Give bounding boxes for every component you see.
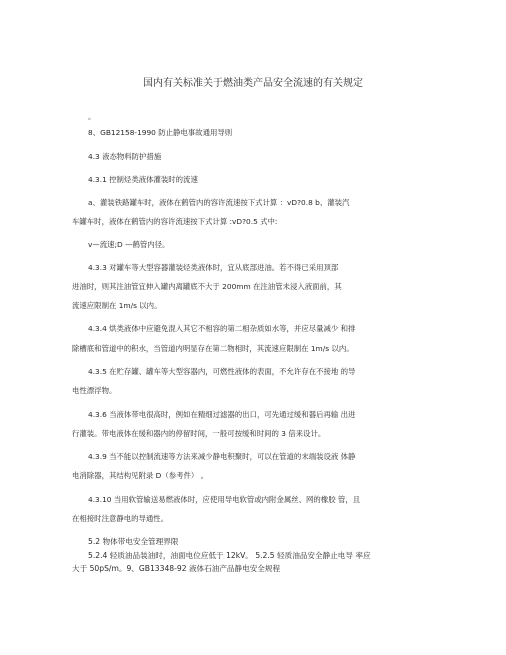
text-line: 进油时，则其注油管宜伸入罐内离罐底不大于 200mm 在注油管未浸入液面前，其 xyxy=(72,282,342,291)
text-line: 流速应限制在 1m/s 以内。 xyxy=(72,301,162,310)
text-line: 4.3.4 烘类液体中应避免混入其它不相容的第二相杂质如水等，并应尽量减少 和排 xyxy=(88,324,356,333)
text-line: 。 xyxy=(88,112,96,121)
text-line: 4.3.9 当不能以控制流速等方法来减少静电积聚时，可以在管道的末端装设液 体静 xyxy=(88,452,356,461)
text-line: 8、GB12158-1990 防止静电事故通用导则 xyxy=(88,128,233,137)
text-line: 4.3.6 当液体带电很高时，例如在精细过滤器的出口，可先通过缓和器后再输 出进 xyxy=(88,410,356,419)
text-line: 大于 50pS/m。9、GB13348-92 液体石油产品静电安全规程 xyxy=(72,564,281,573)
text-line: 4.3.3 对罐车等大型容器灌装烃类液体时，宜从底部进油。若不得已采用顶部 xyxy=(88,263,339,272)
page-title: 国内有关标准关于燃油类产品安全流速的有关规定 xyxy=(143,78,363,89)
text-line: 电消除器，其结构见附录 D（参考件） 。 xyxy=(72,471,209,480)
text-line: 在相接时注意静电的导通性。 xyxy=(72,514,169,523)
text-line: 4.3 液态物料防护措施 xyxy=(88,152,162,161)
text-line: 车罐车时，液体在鹤管内的容许流速按下式计算 :vD?0.5 式中: xyxy=(72,217,278,226)
text-line: 电性漂浮物。 xyxy=(72,386,117,395)
text-line: v—流速;D —鹤管内径。 xyxy=(88,240,170,249)
text-line: 4.3.1 控制烃类液体灌装时的流速 xyxy=(88,175,198,184)
text-line: 4.3.5 在贮存罐、罐车等大型容器内，可燃性液体的表面，不允许存在不接地 的导 xyxy=(88,367,356,376)
text-line: 行灌装。带电液体在缓和器内的停留时间，一般可按缓和时间的 3 倍来设计。 xyxy=(72,429,326,438)
text-line: 5.2.4 轻质油品装油时，油面电位应低于 12kV。 5.2.5 轻质油品安全静止电导 率应 xyxy=(88,551,371,560)
text-line: a、灌装铁路罐车时，液体在鹤管内的容许流速按下式计算 ：vD?0.8 b、灌装汽 xyxy=(88,198,350,207)
text-line: 4.3.10 当用软管输送易燃液体时，应使用导电软管或内附金属丝、网的橡胶 管，且 xyxy=(88,495,361,504)
text-line: 5.2 物体带电安全管理界限 xyxy=(88,537,179,546)
text-line: 除槽底和管道中的积水，当管道内明显存在第二物相时，其流速应限制在 1m/s 以内。 xyxy=(72,344,354,353)
